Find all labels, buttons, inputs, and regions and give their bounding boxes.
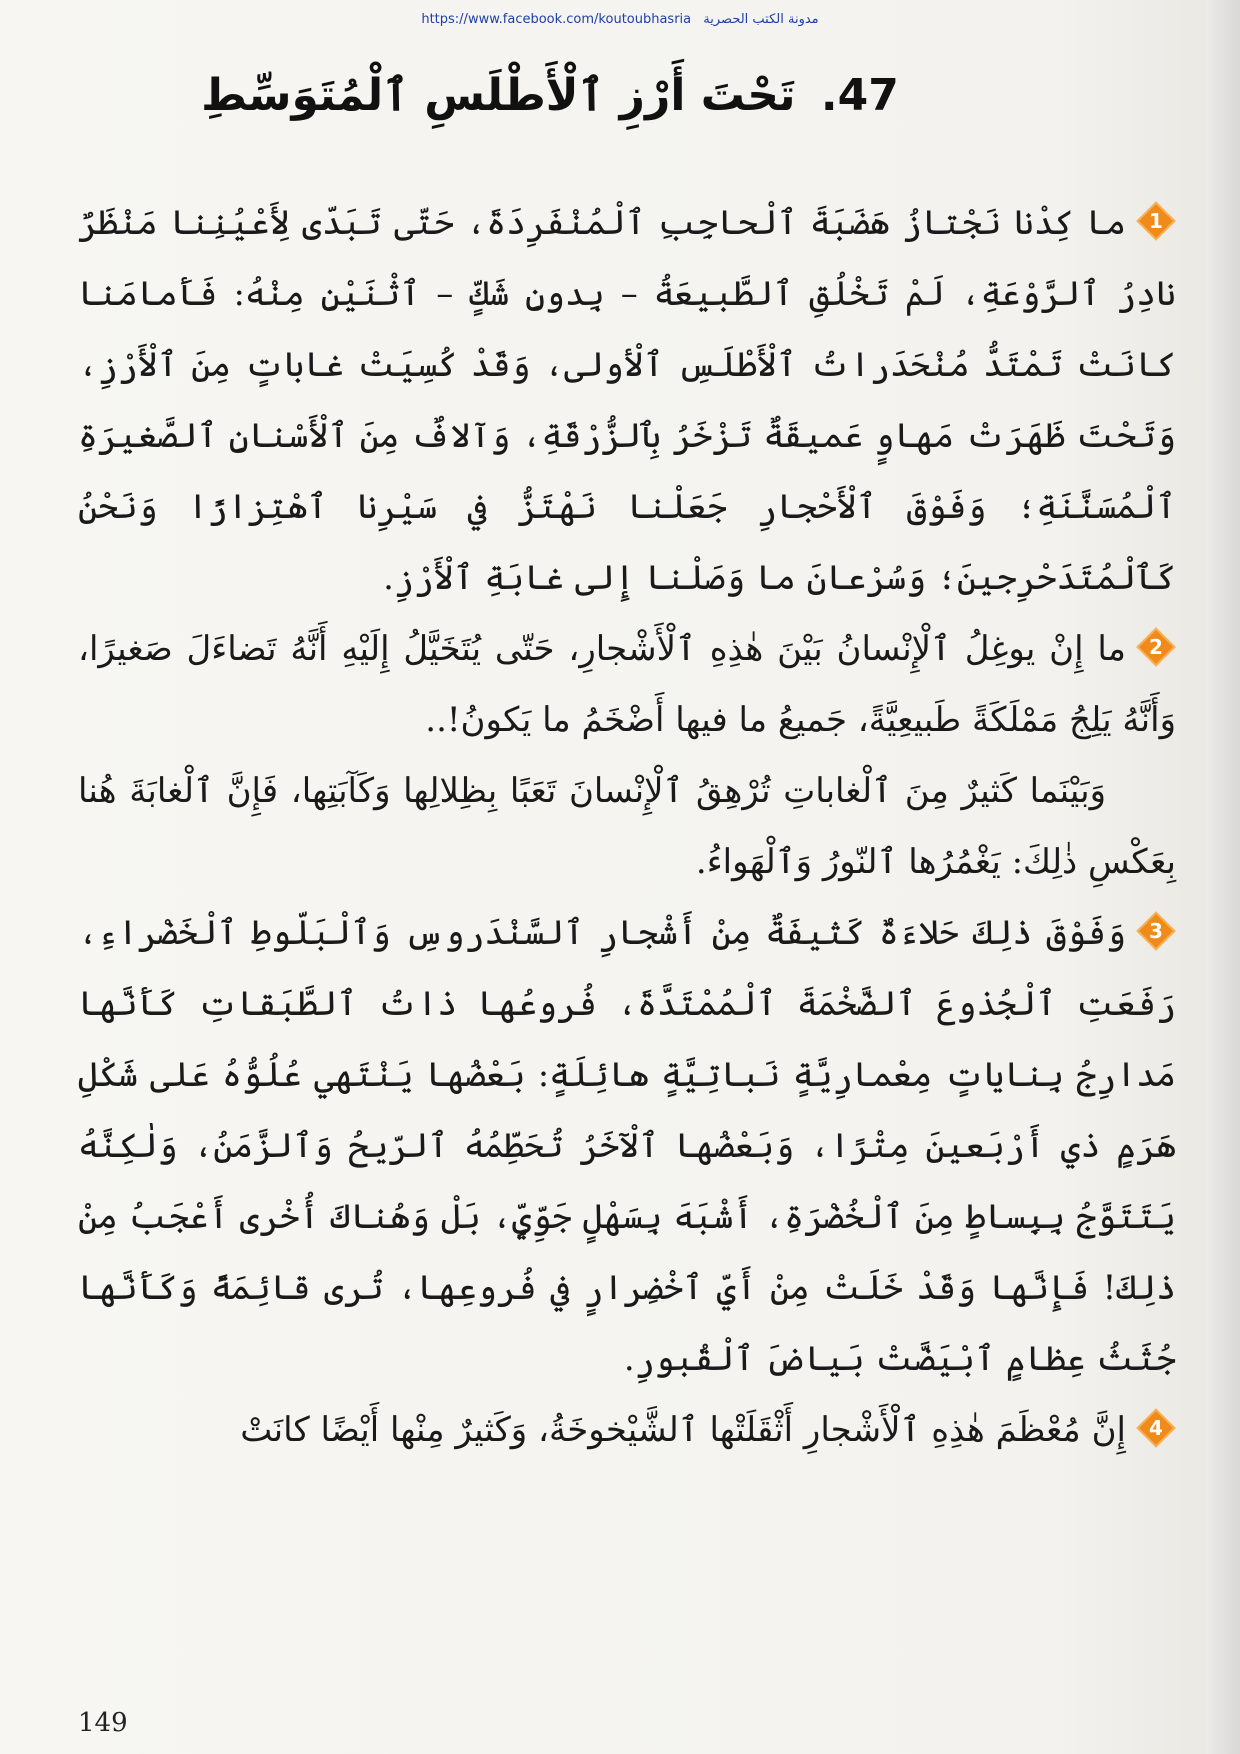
paragraph-4: [78, 1395, 1176, 1466]
header-blog-name: مدونة الكتب الحصرية: [703, 12, 819, 27]
lesson-title: تَحْتَ أَرْزِ ٱلْأَطْلَسِ ٱلْمُتَوَسِّطِ: [201, 70, 796, 121]
page-header: [300, 12, 940, 27]
paragraph-marker-3: 3: [1136, 911, 1176, 951]
paragraph-text: وَفَوْقَ ذٰلِكَ حَلاءَةٌ كَثيفَةٌ مِنْ أَشْجارِ ٱلسَّنْدَروسِ وَٱلْبَلّوطِ ٱلْخَضْراءِ، رَفَعَتِ ٱلْجُذوعَ ٱلضَّخْمَةَ ٱلْمُمْتَدَّةَ، فُروعُها ذاتُ ٱلطَّبَقاتِ كَأَنَّها مَدارِجُ بِناياتٍ مِعْمارِيَّةٍ نَباتِيَّةٍ هائِلَةٍ: بَعْضُها يَنْتَهي عُلُوُّهُ عَلى شَكْلِ هَرَمٍ ذي أَرْبَعينَ مِتْرًا، وَبَعْضُها ٱلْآخَرُ تُحَطِّمُهُ ٱلرّيحُ وَٱلزَّمَنُ، وَلٰكِنَّهُ يَتَتَوَّجُ بِبِساطٍ مِنَ ٱلْخُضْرَةِ، أَشْبَهَ بِسَهْلٍ جَوِّيٍّ، بَلْ وَهُناكَ أُخْرى أَعْجَبُ مِنْ ذٰلِكَ! فَإِنَّها وَقَدْ خَلَتْ مِنْ أَيِّ ٱخْضِرارٍ في فُروعِها، تُرى قائِمَةً وَكَأَنَّها جُثَثُ عِظامٍ ٱبْيَضَّتْ بَياضَ ٱلْقُبورِ.: [78, 913, 1176, 1379]
page-edge-shadow: [1206, 0, 1240, 1754]
header-url[interactable]: https://www.facebook.com/koutoubhasria: [421, 12, 692, 27]
paragraph-marker-2: 2: [1136, 627, 1176, 667]
paragraph-3: [78, 898, 1176, 1395]
page-number: 149: [78, 1708, 128, 1738]
page-title: [120, 70, 980, 121]
paragraph-marker-4: 4: [1136, 1408, 1176, 1448]
paragraph-2b: [78, 756, 1176, 898]
lesson-number: 47.: [820, 70, 899, 121]
paragraph-text: ما كِدْنا نَجْتازُ هَضَبَةَ ٱلْحاجِبِ ٱلْمُنْفَرِدَةَ، حَتّى تَبَدّى لِأَعْيُنِنا مَنْظَرٌ نادِرُ ٱلرَّوْعَةِ، لَمْ تَخْلُقِ ٱلطَّبيعَةُ – بِدونِ شَكٍّ – ٱثْنَيْنِ مِنْهُ: فَأَمامَنا كانَتْ تَمْتَدُّ مُنْحَدَراتُ ٱلْأَطْلَسِ ٱلْأولى، وَقَدْ كُسِيَتْ غاباتٍ مِنَ ٱلْأَرْزِ، وَتَحْتَ ظَهَرَتْ مَهاوٍ عَميقَةٌ تَزْخَرُ بِٱلزُّرْقَةِ، وَآلافٌ مِنَ ٱلْأَسْنانِ ٱلصَّغيرَةِ ٱلْمُسَنَّنَةِ؛ وَفَوْقَ ٱلْأَحْجارِ جَعَلْنا نَهْتَزُّ في سَيْرِنا ٱهْتِزازًا وَنَحْنُ كَٱلْمُتَدَحْرِجينَ؛ وَسُرْعانَ ما وَصَلْنا إِلى غابَةِ ٱلْأَرْزِ.: [78, 203, 1176, 598]
paragraph-marker-1: 1: [1136, 201, 1176, 241]
paragraph-text: إِنَّ مُعْظَمَ هٰذِهِ ٱلْأَشْجارِ أَثْقَلَتْها ٱلشَّيْخوخَةُ، وَكَثيرٌ مِنْها أَيْضًا كانَتْ: [240, 1410, 1126, 1450]
paragraph-text: وَبَيْنَما كَثيرٌ مِنَ ٱلْغاباتِ تُرْهِقُ ٱلْإِنْسانَ تَعَبًا بِظِلالِها وَكَآبَتِها، فَإِنَّ ٱلْغابَةَ هُنا بِعَكْسِ ذٰلِكَ: يَغْمُرُها ٱلنّورُ وَٱلْهَواءُ.: [78, 771, 1176, 882]
paragraph-1: [78, 188, 1176, 614]
body-text: [78, 188, 1176, 1466]
paragraph-text: ما إِنْ يوغِلُ ٱلْإِنْسانُ بَيْنَ هٰذِهِ ٱلْأَشْجارِ، حَتّى يُتَخَيَّلُ إِلَيْهِ أَنَّهُ تَضاءَلَ صَغيرًا، وَأَنَّهُ يَلِجُ مَمْلَكَةً طَبيعِيَّةً، جَميعُ ما فيها أَضْخَمُ ما يَكونُ!..: [78, 629, 1176, 740]
paragraph-2: [78, 614, 1176, 756]
